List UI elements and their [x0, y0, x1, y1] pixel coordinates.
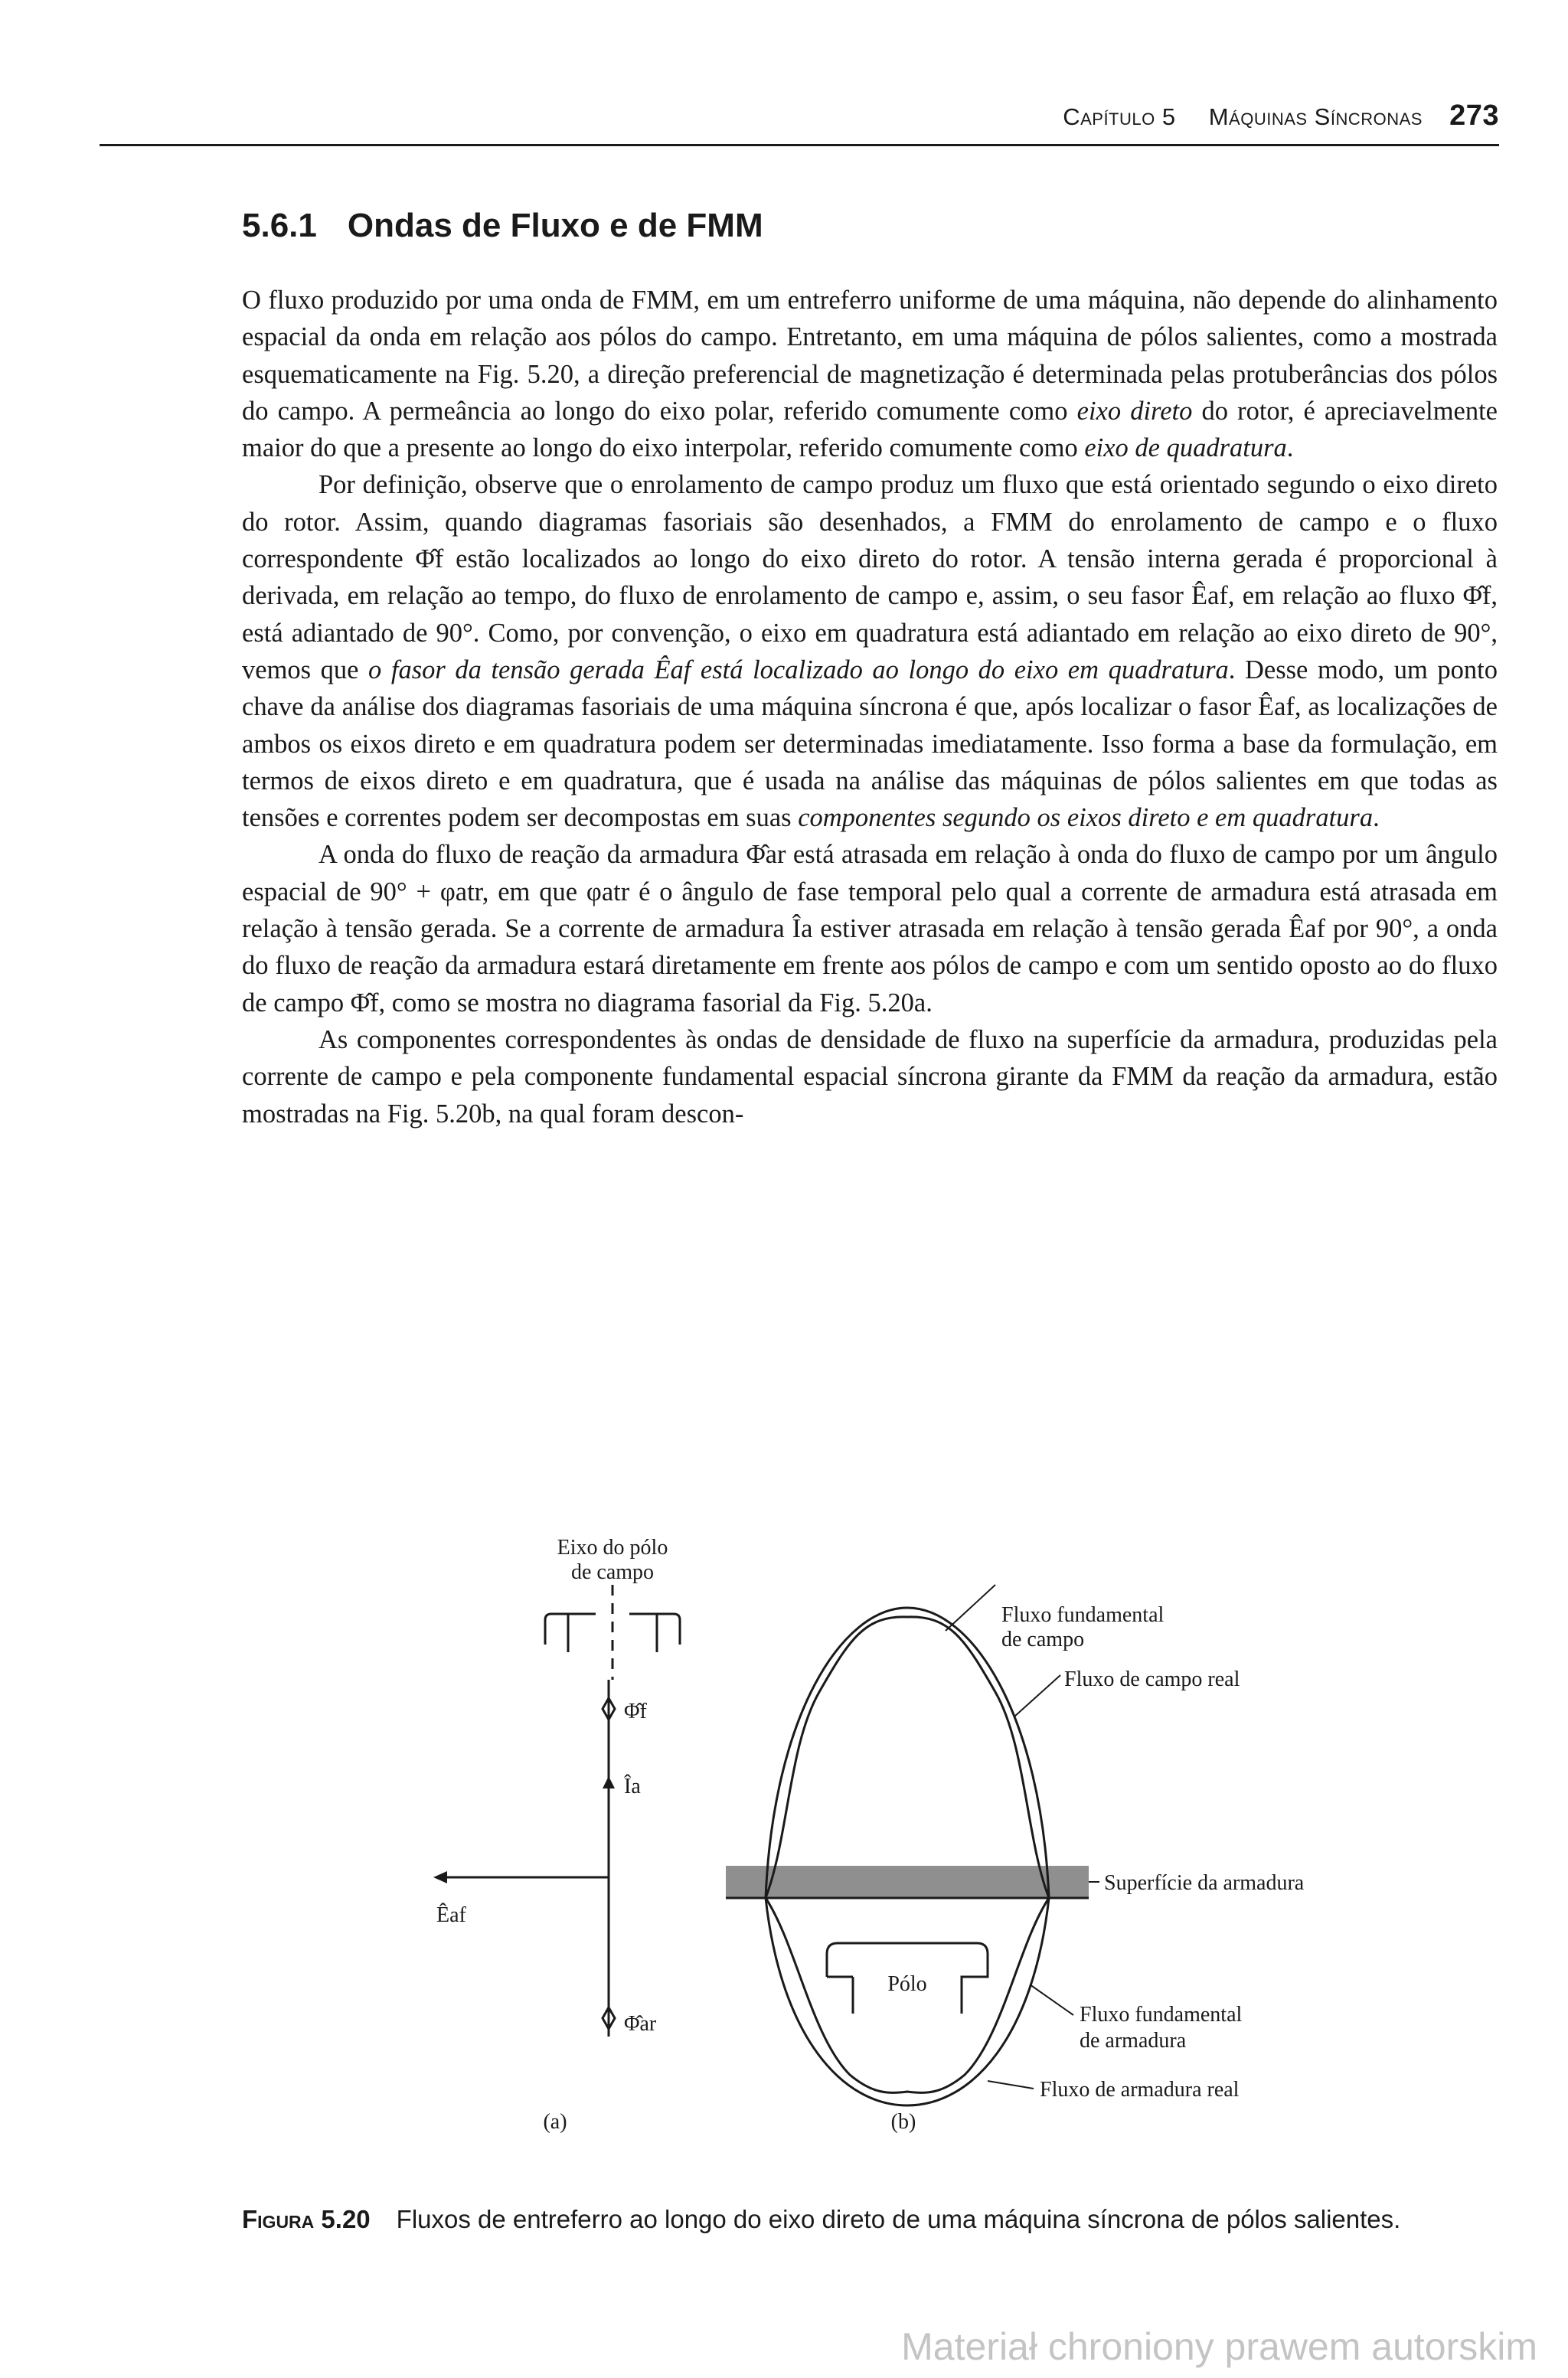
section-heading — [242, 207, 763, 245]
e-af-label: Êaf — [436, 1903, 466, 1927]
paragraph-text: A onda do fluxo de reação da armadura Φ̂ar está atrasada em relação à onda do fluxo de campo por um ângulo espacial de 90° + φatr, em que φatr é o ângulo de fase temporal pelo qual a corrente de armadura está atrasada em relação à tensão gerada. Se a corrente de armadura Îa estiver atrasada em relação à tensão gerada Êaf por 90°, a onda do fluxo de reação da armadura estará diretamente em frente aos pólos de campo e com um sentido oposto ao do fluxo de campo Φ̂f, como se mostra no diagrama fasorial da Fig. 5.20a. — [242, 840, 1498, 1018]
paragraph-text: . Desse modo, um ponto chave da análise dos diagramas fasoriais de uma máquina síncrona é que, após localizar o fasor Êaf, as localizações de ambos os eixos direto e em quadratura podem ser determinadas imediatamente. Isso forma a base da formulação, em termos de eixos direto e em quadratura, que é usada na análise das máquinas de pólos salientes em que todas as tensões e correntes podem ser decompostas em suas — [242, 655, 1498, 833]
figure-diagram — [0, 1516, 1568, 2190]
paragraph-text: O fluxo produzido por uma onda de FMM, em um entreferro uniforme de uma máquina, não depende do alinhamento espacial da onda em relação aos pólos do campo. Entretanto, em uma máquina de pólos salientes, como a mostrada esquematicamente na Fig. 5.20, a direção preferencial de magnetização é determinada pelas protuberâncias dos pólos do campo. A permeância ao longo do eixo polar, referido comumente como — [242, 286, 1498, 426]
axis-label-line1: Eixo do pólo — [557, 1536, 668, 1560]
flux-wave-diagram-b — [726, 1585, 1305, 2134]
chapter-label: Capítulo 5 — [1063, 103, 1176, 130]
paragraph-text: As componentes correspondentes às ondas de densidade de fluxo na superfície da armadura, produzidas pela corrente de campo e pela componente fundamental espacial síncrona girante da FMM da reação da armadura, estão mostradas na Fig. 5.20b, na qual foram descon- — [242, 1024, 1498, 1129]
running-head — [100, 90, 1499, 146]
emphasized-text: eixo de quadratura — [1084, 433, 1287, 463]
caption-label: Figura 5.20 — [242, 2205, 371, 2233]
axis-label-line2: de campo — [570, 1560, 655, 1584]
body-text — [242, 282, 1498, 1132]
real-field-flux-curve — [766, 1617, 1049, 1898]
section-number: 5.6.1 — [242, 207, 317, 244]
e-af-arrowhead — [433, 1871, 447, 1883]
paragraph-text: Por definição, observe que o enrolamento de campo produz um fluxo que está orientado segundo o eixo direto do rotor. Assim, quando diagramas fasoriais são desenhados, a FMM do enrolamento de campo e o fluxo correspondente Φ̂f estão localizados ao longo do eixo direto do rotor. A tensão interna gerada é proporcional à derivada, em relação ao tempo, do fluxo de enrolamento de campo e, assim, o seu fasor Êaf, em relação ao fluxo Φ̂f, está adiantado de 90°. Como, por convenção, o eixo em quadratura está adiantado em relação ao eixo direto de 90°, vemos que — [242, 470, 1498, 684]
paragraph-text: do rotor, é apreciavelmente maior do que a presente ao longo do eixo interpolar, referido comumente como — [242, 396, 1498, 463]
page-number: 273 — [1449, 100, 1499, 132]
phi-f-label: Φ̂f — [624, 1700, 647, 1723]
emphasized-text: eixo direto — [1076, 396, 1193, 426]
panel-b-label: (b) — [890, 2110, 916, 2134]
paragraph — [242, 466, 1498, 836]
paragraph-text: . — [1373, 803, 1380, 833]
section-title: Ondas de Fluxo e de FMM — [347, 207, 763, 244]
caption-text: Fluxos de entreferro ao longo do eixo direto de uma máquina síncrona de pólos salientes. — [396, 2205, 1401, 2233]
fund-field-label-line2: de campo — [1001, 1628, 1085, 1651]
real-field-label: Fluxo de campo real — [1064, 1668, 1240, 1691]
i-a-label: Îa — [624, 1775, 641, 1798]
real-arm-label: Fluxo de armadura real — [1040, 2078, 1240, 2102]
fund-arm-label-line2: de armadura — [1080, 2029, 1187, 2053]
phasor-diagram-a — [433, 1536, 680, 2134]
figure-caption — [242, 2202, 1498, 2237]
paragraph — [242, 836, 1498, 1021]
paragraph-text: . — [1286, 433, 1294, 463]
paragraph — [242, 282, 1498, 466]
panel-a-label: (a) — [543, 2110, 567, 2134]
copyright-watermark: Materiał chroniony prawem autorskim — [901, 2325, 1537, 2368]
fundamental-armature-flux-curve — [766, 1898, 1049, 2105]
chapter-title: Máquinas Síncronas — [1208, 103, 1423, 130]
pole-label: Pólo — [887, 1972, 927, 1996]
fund-arm-label-line1: Fluxo fundamental — [1080, 2003, 1243, 2027]
armature-surface-label: Superfície da armadura — [1104, 1871, 1305, 1895]
armature-surface-band — [726, 1866, 1089, 1898]
emphasized-text: o fasor da tensão gerada Êaf está localizado ao longo do eixo em quadratura — [368, 655, 1229, 684]
phi-ar-label: Φ̂ar — [624, 2012, 657, 2036]
fund-field-label-line1: Fluxo fundamental — [1001, 1603, 1165, 1627]
emphasized-text: componentes segundo os eixos direto e em quadratura — [798, 803, 1374, 833]
paragraph — [242, 1021, 1498, 1132]
i-a-phasor — [603, 1776, 615, 1788]
figure-5-20 — [0, 1516, 1568, 2190]
